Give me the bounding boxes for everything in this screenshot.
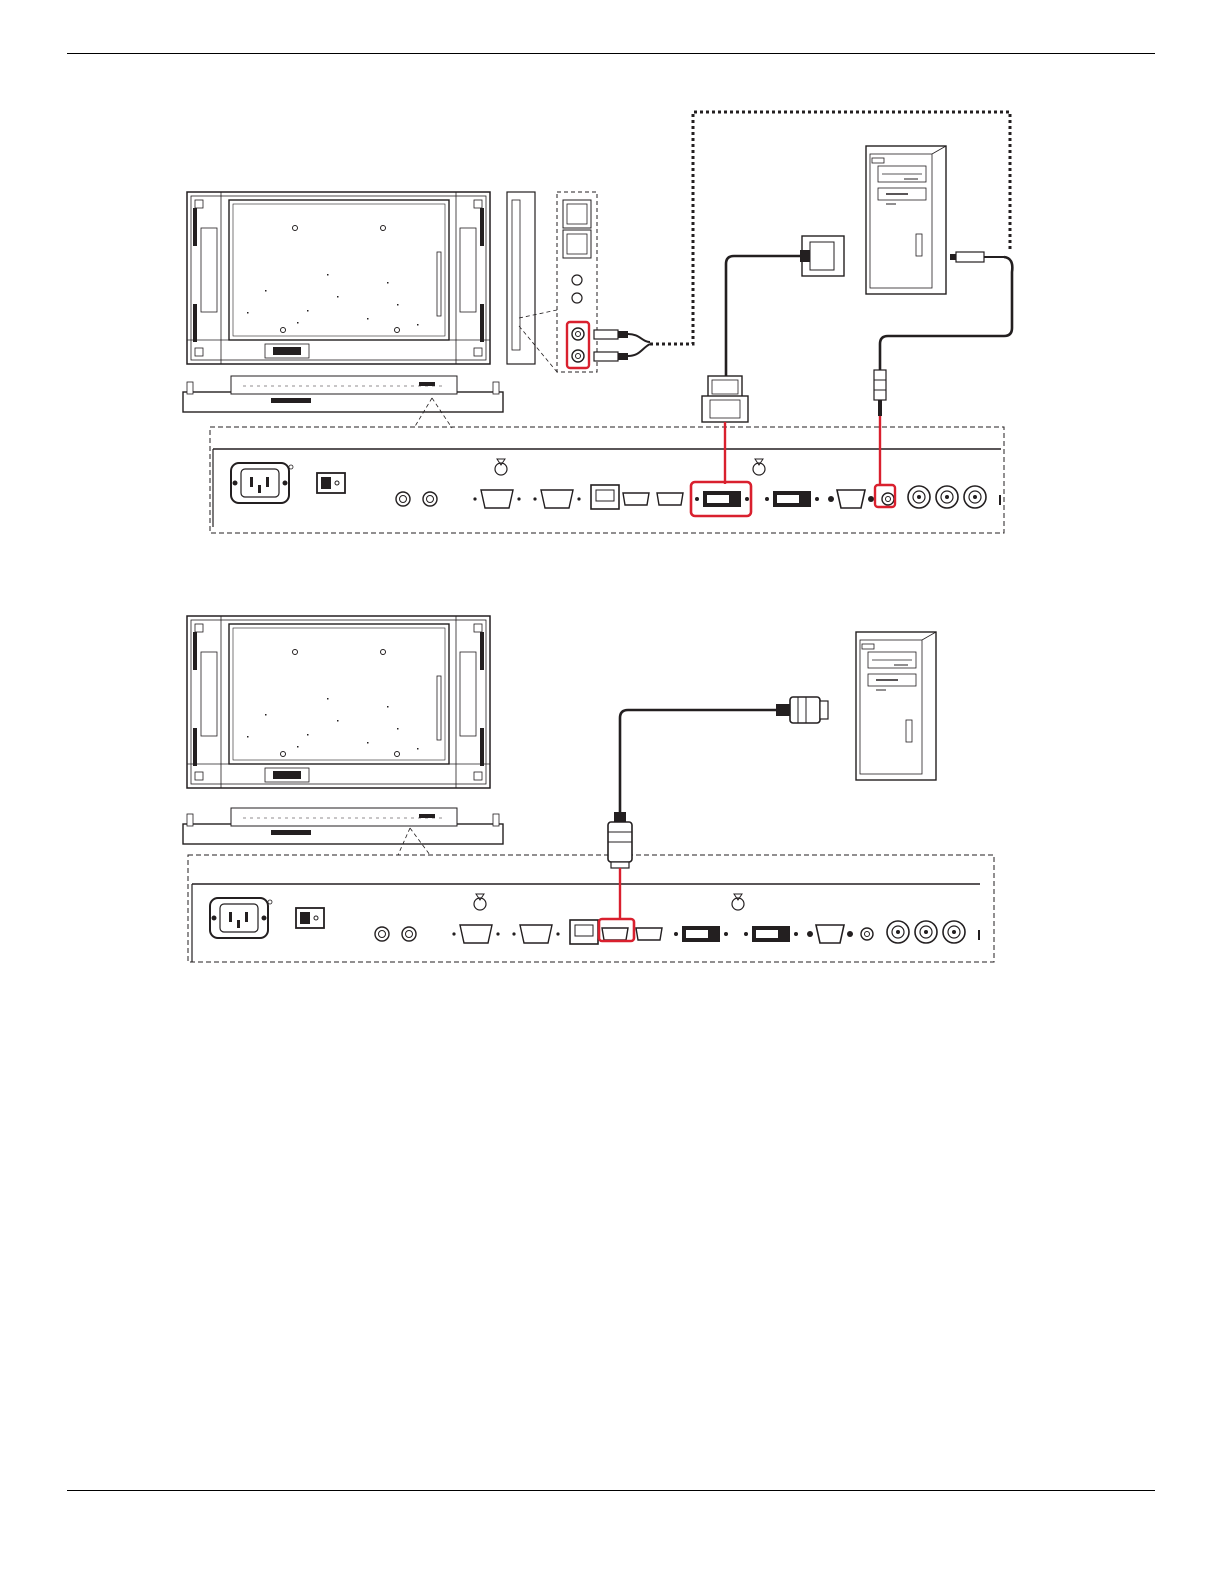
display-bottom-icon [183,376,503,412]
rca-plugs-icon [594,330,650,361]
terminal-strip-icon [213,449,1001,527]
terminal-strip-icon [192,884,980,962]
display-rear-icon [187,192,490,364]
pc-tower-icon [866,146,946,294]
display-rear-icon [187,616,490,788]
dvi-cable [702,236,844,484]
figure-dvi-audio [183,112,1012,533]
hdmi-plug-icon [608,812,632,868]
display-bottom-icon [183,808,503,844]
audio-loop-cable [650,112,1010,344]
side-audio-panel-icon [507,192,597,372]
pc-tower-icon [856,632,936,780]
audio-minijack-icon [874,370,886,416]
dvi-plug-icon [702,376,748,422]
figure-hdmi [183,616,994,962]
hdmi-cable [608,697,828,920]
